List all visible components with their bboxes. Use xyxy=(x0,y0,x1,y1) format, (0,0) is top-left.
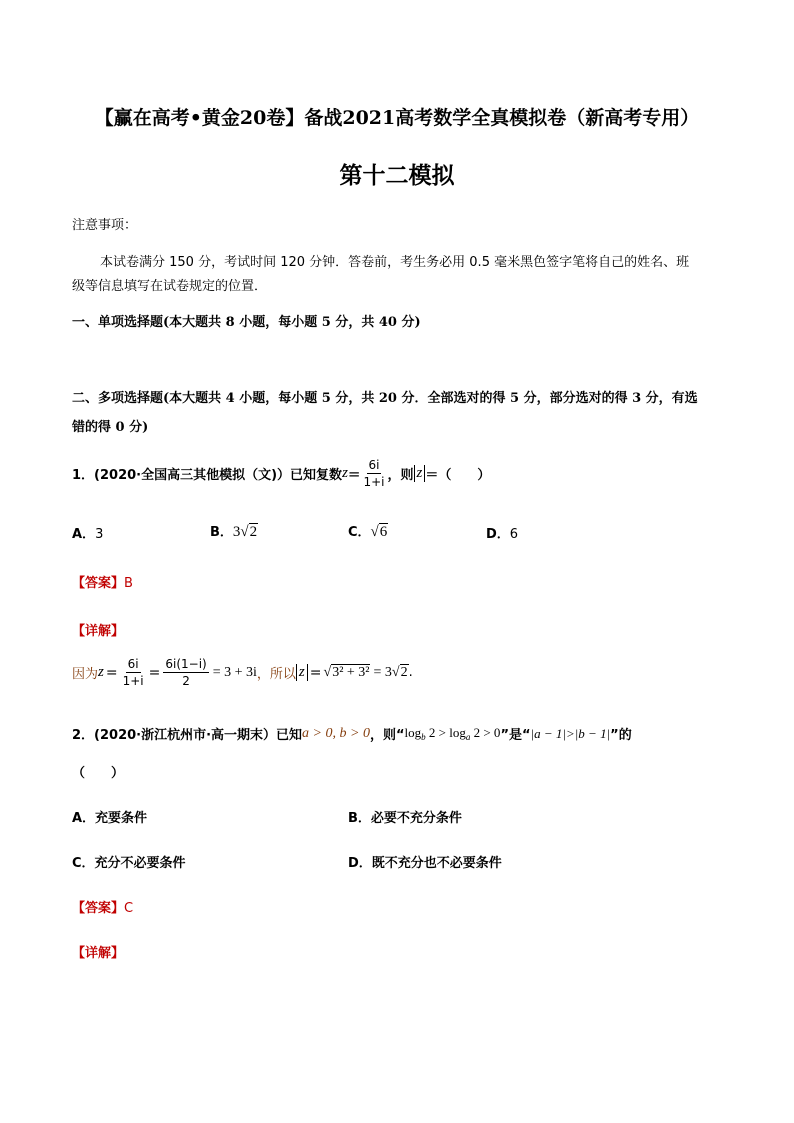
q1-detail-final: = 3 xyxy=(373,664,392,680)
q1-detail-radicand: 3² + 3² xyxy=(332,665,370,680)
header-title: 【赢在高考•黄金20卷】备战2021高考数学全真模拟卷（新高考专用） xyxy=(94,107,700,129)
q1-detail-label: 【详解】 xyxy=(72,624,125,639)
q2-mid-quote: ”是“ xyxy=(500,728,531,743)
q2-log-expression: $\log_b 2 > \log_a 2 > 0$ xyxy=(404,725,501,742)
q2-then: ，则“ xyxy=(369,728,405,743)
q1-detail-because: 因为 xyxy=(72,667,99,682)
q1-prefix: 1．(2020·全国高三其他模拟（文)）已知复数 xyxy=(72,468,343,483)
q1-option-b: B．3√2 xyxy=(210,524,258,540)
notice-heading: 注意事项： xyxy=(72,218,138,233)
q1-detail-result: = 3 + 3i xyxy=(212,664,257,680)
q1-detail-so: ，所以 xyxy=(256,667,296,682)
q2-condition: a > 0, b > 0 xyxy=(302,725,370,741)
q1-detail-frac-1: $\frac{6i}{1+i}$ xyxy=(122,657,144,688)
q2-option-a: A．充要条件 xyxy=(72,811,148,826)
q2-option-b: B．必要不充分条件 xyxy=(348,811,462,826)
q1-option-b-radicand: 2 xyxy=(249,524,258,540)
q2-prefix: 2．(2020·浙江杭州市·高一期末）已知 xyxy=(72,728,303,743)
q2-option-c: C．充分不必要条件 xyxy=(72,856,186,871)
section-multi-choice-line-2: 错的得 0 分) xyxy=(72,420,149,435)
q1-frac-den: 1+i xyxy=(363,475,385,489)
q1-option-c-radicand: 6 xyxy=(379,524,388,540)
page-title: 第十二模拟 xyxy=(339,162,455,189)
q1-tail: ＝（ ） xyxy=(425,468,491,483)
q2-answer: 【答案】C xyxy=(72,901,134,916)
q1-option-c: C．√6 xyxy=(348,524,388,540)
q1-answer-value: B xyxy=(124,576,133,591)
question-1: 1．(2020·全国高三其他模拟（文)）已知复数 z = $\frac{6i}{1+i}$ ，则 z ＝（ ） xyxy=(72,458,491,489)
q1-abs-z: z xyxy=(414,465,426,482)
q1-mid: ，则 xyxy=(387,468,414,483)
notice-line-1: 本试卷满分 150 分，考试时间 120 分钟．答卷前，考生务必用 0.5 毫米黑色签字笔将自己的姓名、班 xyxy=(100,255,690,270)
q1-option-a-value: 3 xyxy=(95,527,104,542)
q2-abs-expression: |a − 1|>|b − 1| xyxy=(530,725,611,741)
notice-line-2: 级等信息填写在试卷规定的位置． xyxy=(72,279,268,294)
q2-answer-value: C xyxy=(124,901,134,916)
q1-fraction xyxy=(361,459,386,488)
section-multi-choice-line-1: 二、多项选择题(本大题共 4 小题，每小题 5 分，共 20 分．全部选对的得 5 分，部分选对的得 3 分，有选 xyxy=(72,391,698,406)
q1-answer: 【答案】B xyxy=(72,576,133,591)
section-single-choice: 一、单项选择题(本大题共 8 小题，每小题 5 分，共 40 分) xyxy=(72,315,421,330)
q2-paren: （ ） xyxy=(72,766,125,781)
q1-detail-final-radicand: 2 xyxy=(400,665,408,680)
q1-detail-frac-2: $\frac{6i(1-i)}{2}$ xyxy=(165,657,207,688)
question-2 xyxy=(72,724,632,743)
q2-detail-label: 【详解】 xyxy=(72,946,125,961)
q1-detail: 因为 z = $\frac{6i}{1+i}$ = $\frac{6i(1-i)}{2}$ = 3 + 3i ，所以 z = √3² + 3² = 3 √2 . xyxy=(72,657,413,688)
q2-option-d: D．既不充分也不必要条件 xyxy=(348,856,502,871)
q1-option-d: D．6 xyxy=(486,527,519,542)
q1-frac-num: 6i xyxy=(368,458,380,472)
q1-option-d-value: 6 xyxy=(509,527,519,542)
q1-option-a: A．3 xyxy=(72,527,104,542)
q2-end-quote: ”的 xyxy=(610,728,632,743)
